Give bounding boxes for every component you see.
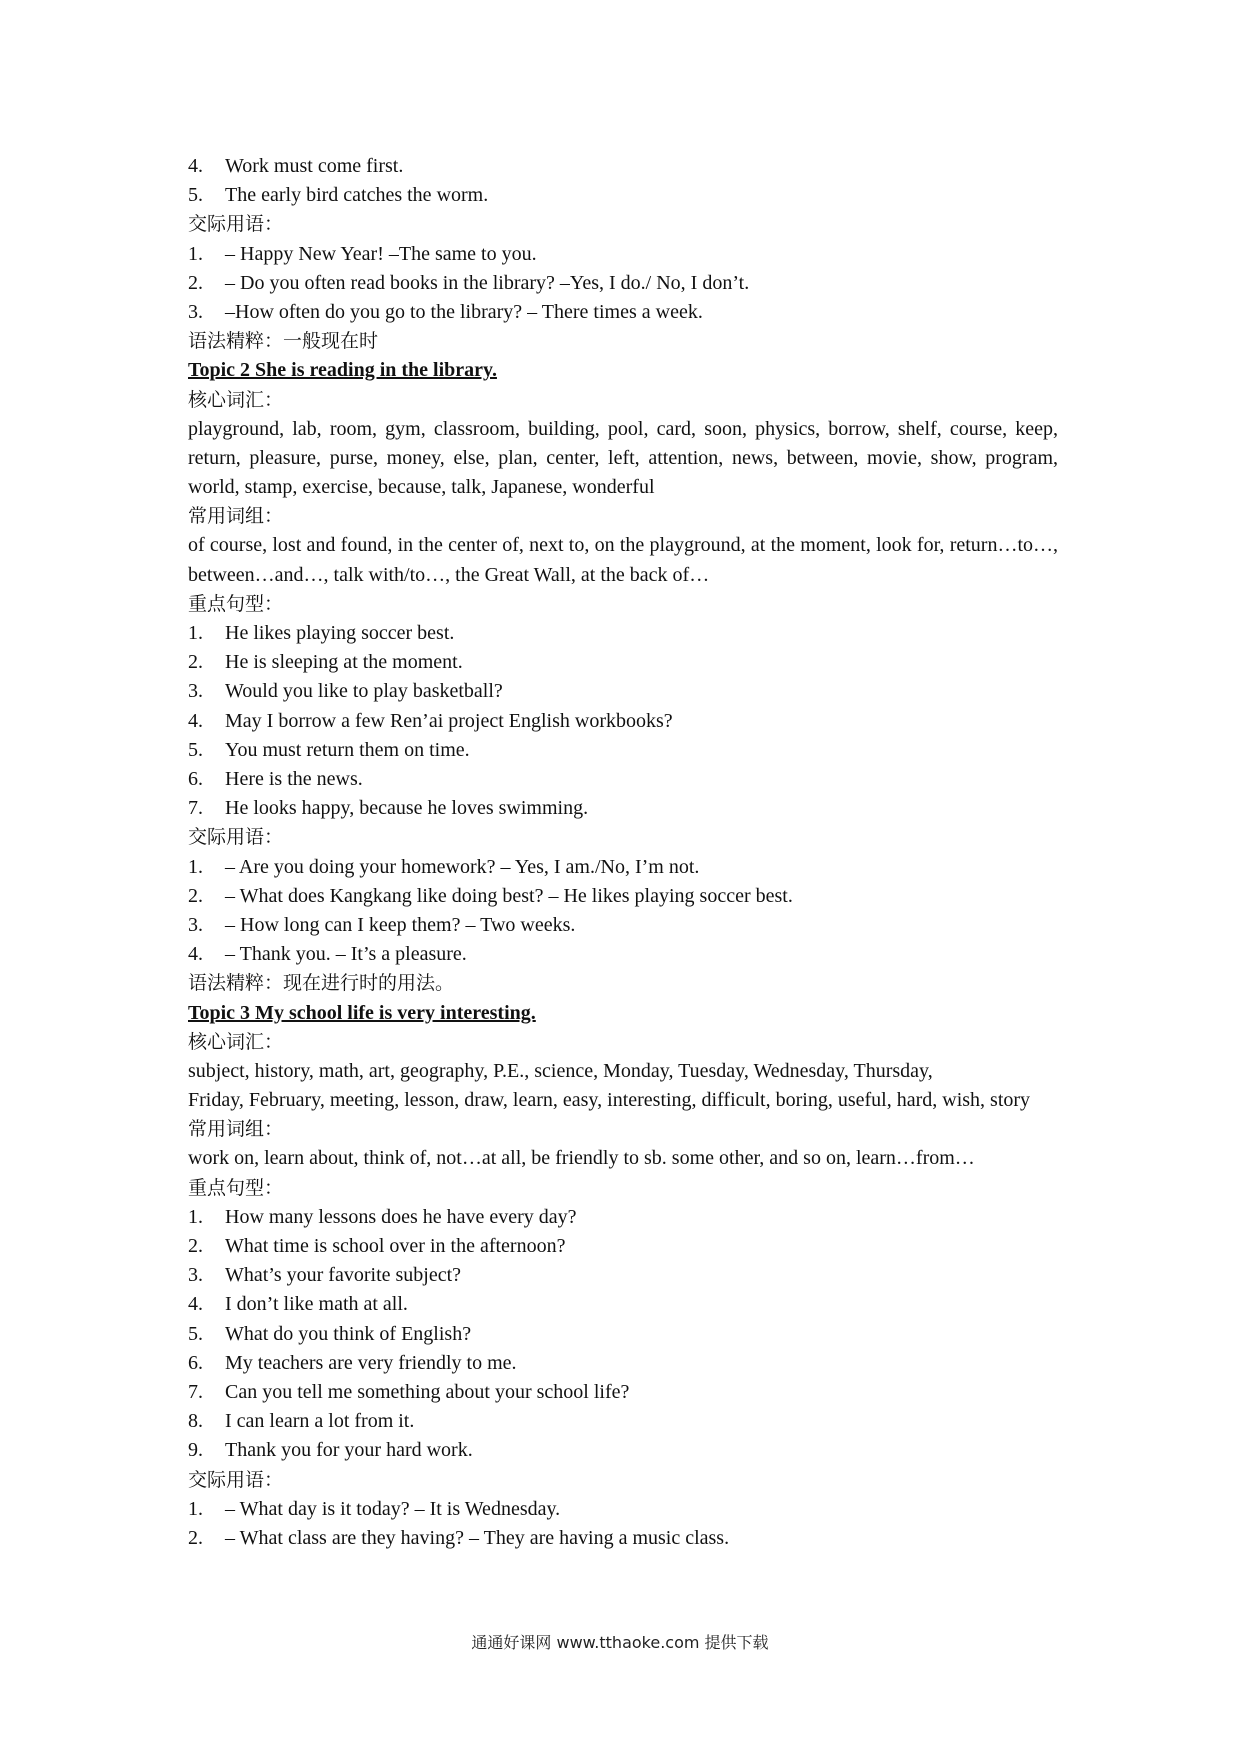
list-item: 4. – Thank you. – It’s a pleasure. (188, 943, 467, 966)
list-item: 2. – What class are they having? – They are having a music class. (188, 1526, 730, 1549)
grammar-note: 语法精粹：一般现在时 (188, 330, 379, 353)
phrases-line: work on, learn about, think of, not…at all, be friendly to sb. some other, and so on, learn…from… (188, 1147, 975, 1170)
list-item: 4. I don’t like math at all. (188, 1293, 408, 1316)
list-item: 3. Would you like to play basketball? (188, 680, 503, 703)
vocab-paragraph: playground, lab, room, gym, classroom, building, pool, card, soon, physics, borrow, shelf, course, keep, return, pleasure, purse, money, else, plan, center, left, attention, news, between, movie, show, program, world, stamp, exercise, because, talk, Japanese, wonderful (188, 417, 1058, 499)
list-item: 8. I can learn a lot from it. (188, 1410, 415, 1433)
section-heading: 核心词汇： (188, 388, 284, 411)
list-item: 6. Here is the news. (188, 768, 363, 791)
topic-title: Topic 2 She is reading in the library. (188, 359, 497, 382)
document-page (188, 152, 1058, 1553)
list-item: 3. – How long can I keep them? – Two weeks. (188, 913, 576, 936)
vocab-paragraph: Friday, February, meeting, lesson, draw, learn, easy, interesting, difficult, boring, useful, hard, wish, story (188, 1089, 1031, 1112)
list-item: 9. Thank you for your hard work. (188, 1439, 473, 1462)
phrases-paragraph: of course, lost and found, in the center of, next to, on the playground, at the moment, look for, return…to…, between…and…, talk with/to…, the Great Wall, at the back of… (188, 534, 1058, 586)
list-item: 4. May I borrow a few Ren’ai project English workbooks? (188, 709, 673, 732)
section-heading: 常用词组： (188, 1118, 284, 1141)
list-item: 6. My teachers are very friendly to me. (188, 1351, 517, 1374)
list-item: 5. What do you think of English? (188, 1322, 472, 1345)
section-heading: 常用词组： (188, 505, 284, 528)
list-item: 1. – Happy New Year! –The same to you. (188, 242, 537, 265)
list-item: 2. – Do you often read books in the library? –Yes, I do./ No, I don’t. (188, 271, 750, 294)
section-heading: 核心词汇： (188, 1030, 284, 1053)
section-heading: 交际用语： (188, 826, 284, 849)
section-heading: 重点句型： (188, 1176, 284, 1199)
grammar-note: 语法精粹：现在进行时的用法。 (188, 972, 455, 995)
list-item: 1. How many lessons does he have every day? (188, 1205, 577, 1228)
list-item: 1. – Are you doing your homework? – Yes, I am./No, I’m not. (188, 855, 700, 878)
section-heading: 重点句型： (188, 592, 284, 615)
list-item: 3. What’s your favorite subject? (188, 1264, 462, 1287)
topic-title: Topic 3 My school life is very interesting. (188, 1001, 536, 1024)
page-footer: 通通好课网 www.tthaoke.com 提供下载 (471, 1633, 769, 1652)
section-heading: 交际用语： (188, 213, 284, 236)
list-item: 1. – What day is it today? – It is Wednesday. (188, 1497, 561, 1520)
list-item: 5. You must return them on time. (188, 738, 470, 761)
list-item: 5. The early bird catches the worm. (188, 184, 489, 207)
list-item: 1. He likes playing soccer best. (188, 622, 455, 645)
list-item: 2. He is sleeping at the moment. (188, 651, 463, 674)
section-heading: 交际用语： (188, 1468, 284, 1491)
list-item: 2. – What does Kangkang like doing best? – He likes playing soccer best. (188, 884, 793, 907)
list-item: 2. What time is school over in the afternoon? (188, 1235, 566, 1258)
list-item: 7. He looks happy, because he loves swimming. (188, 797, 589, 820)
list-item: 3. –How often do you go to the library? – There times a week. (188, 300, 703, 323)
list-item: 4. Work must come first. (188, 155, 404, 177)
vocab-line: subject, history, math, art, geography, P.E., science, Monday, Tuesday, Wednesday, Thursday, (188, 1059, 933, 1082)
list-item: 7. Can you tell me something about your school life? (188, 1380, 630, 1403)
